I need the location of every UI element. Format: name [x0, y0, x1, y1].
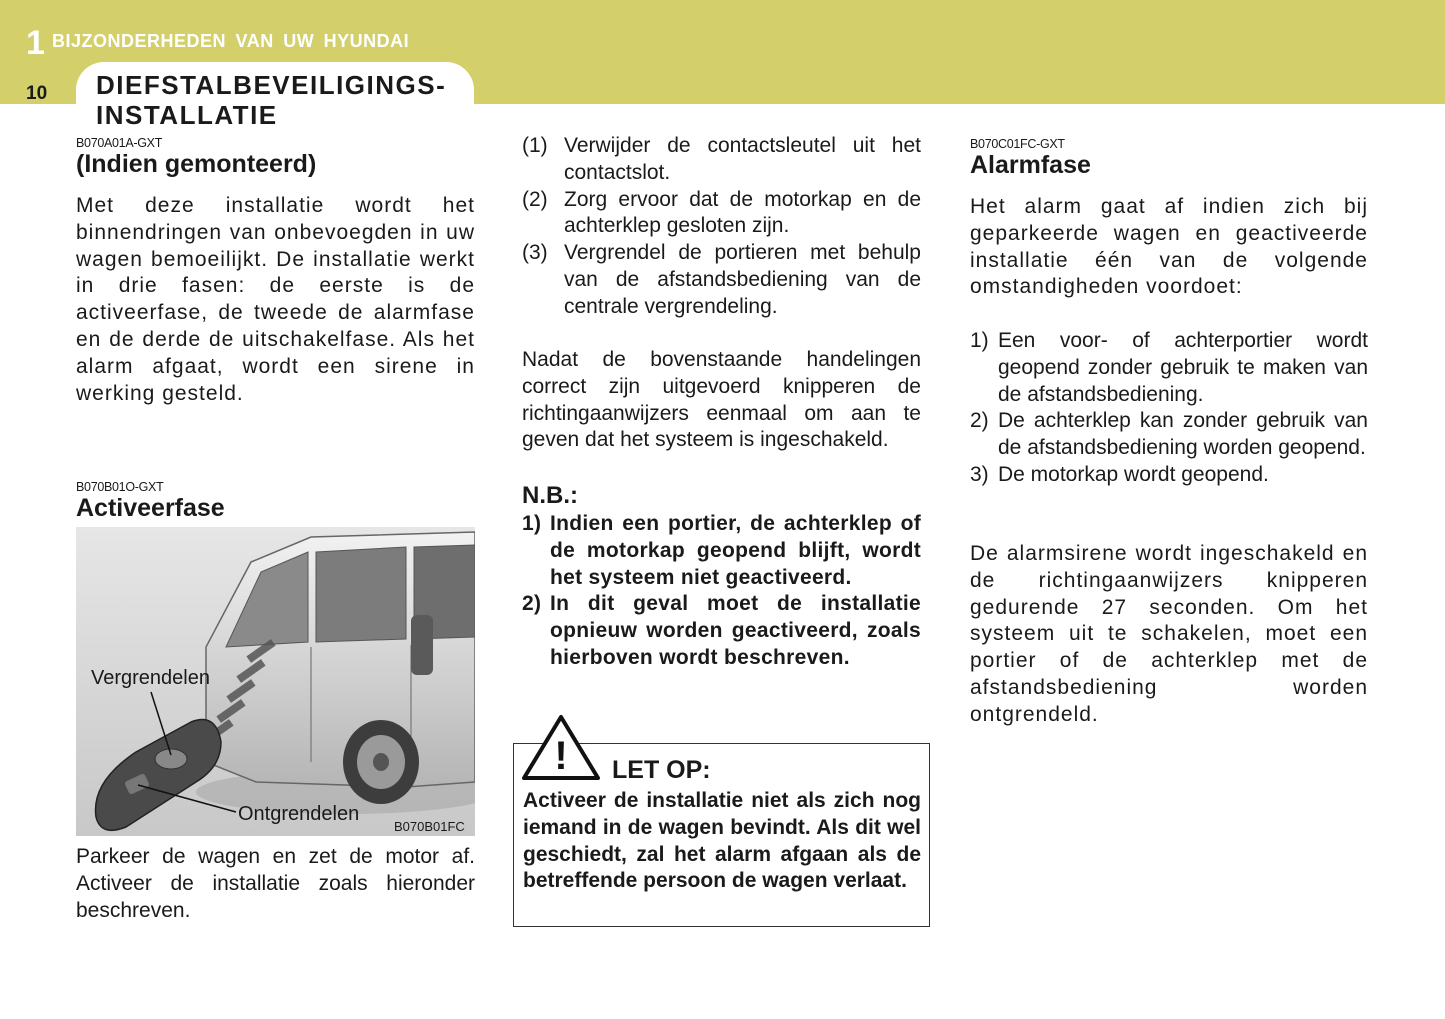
caution-text: Activeer de installatie niet als zich nog iemand in de wagen bevindt. Als dit wel geschiedt, zal het alarm afgaan als de betreffende persoon de wagen verlaat. — [523, 789, 921, 893]
ref-code: B070B01O-GXT — [76, 480, 164, 494]
section-title-line1: DIEFSTALBEVEILIGINGS- — [96, 70, 447, 100]
ref-code: B070A01A-GXT — [76, 136, 163, 150]
caution-title: LET OP: — [612, 756, 711, 784]
step-number: (1) — [522, 134, 548, 157]
list-item — [970, 408, 1368, 462]
list-item — [970, 462, 1368, 489]
condition-text: Een voor- of achterportier wordt geopend zonder gebruik te maken van de afstandsbediening. — [998, 329, 1368, 406]
condition-number: 3) — [970, 462, 989, 486]
list-item — [522, 591, 921, 671]
step-text: Zorg ervoor dat de motorkap en de achterklep gesloten zijn. — [564, 187, 921, 238]
note-title: N.B.: — [522, 482, 578, 509]
section-title-line2: INSTALLATIE — [96, 100, 278, 130]
note-number: 2) — [522, 592, 542, 616]
warning-triangle-icon — [521, 714, 601, 782]
list-item — [970, 328, 1368, 408]
note-text: Indien een portier, de achterklep of de motorkap geopend blijft, wordt het systeem niet geactiveerd. — [550, 512, 921, 589]
activation-steps-list — [522, 133, 921, 321]
condition-text: De motorkap wordt geopend. — [998, 462, 1269, 486]
condition-number: 1) — [970, 329, 989, 352]
warning-symbol: ! — [554, 734, 568, 778]
note-text: In dit geval moet de installatie opnieuw worden geactiveerd, zoals hierboven wordt beschreven. — [550, 592, 921, 669]
chapter-title: BIJZONDERHEDEN VAN UW HYUNDAI — [52, 31, 410, 51]
confirmation-paragraph: Nadat de bovenstaande handelingen correct zijn uitgevoerd knipperen de richtingaanwijzers eenmaal om aan te geven dat het systeem is ingeschakeld. — [522, 348, 921, 452]
siren-paragraph: De alarmsirene wordt ingeschakeld en de richtingaanwijzers knipperen gedurende 27 seconden. Om het systeem uit te schakelen, moet een portier of de achterklep met de afstandsbediening worden ontgrendeld. — [970, 542, 1368, 726]
figure-code: B070B01FC — [394, 819, 465, 834]
alarm-paragraph: Het alarm gaat af indien zich bij geparkeerde wagen en geactiveerde installatie één van de volgende omstandigheden voordoet: — [970, 195, 1368, 299]
ref-code: B070C01FC-GXT — [970, 137, 1065, 151]
subheading-alarm: Alarmfase — [970, 151, 1091, 179]
chapter-number: 1 — [26, 24, 45, 62]
list-item — [522, 133, 921, 187]
step-text: Verwijder de contactsleutel uit het contactslot. — [564, 134, 921, 184]
condition-text: De achterklep kan zonder gebruik van de afstandsbediening worden geopend. — [998, 409, 1368, 460]
section-title — [96, 70, 446, 130]
subheading-activation: Activeerfase — [76, 494, 225, 522]
page-number: 10 — [26, 83, 48, 104]
note-number: 1) — [522, 512, 542, 535]
figure-label-lock: Vergrendelen — [91, 667, 210, 689]
intro-paragraph: Met deze installatie wordt het binnendringen van onbevoegden in uw wagen bemoeilijkt. De installatie werkt in drie fasen: de eerste is de activeerfase, de tweede de alarmfase en de derde de uitschakelfase. Als het alarm afgaat, wordt een sirene in werking gesteld. — [76, 194, 475, 405]
subheading-installed: (Indien gemonteerd) — [76, 150, 317, 178]
step-text: Vergrendel de portieren met behulp van de afstandsbediening van de centrale vergrendeling. — [564, 241, 921, 318]
list-item — [522, 240, 921, 320]
condition-number: 2) — [970, 409, 989, 433]
list-item — [522, 511, 921, 591]
figure-label-unlock: Ontgrendelen — [238, 803, 360, 825]
step-number: (2) — [522, 187, 548, 211]
activation-paragraph: Parkeer de wagen en zet de motor af. Activeer de installatie zoals hieronder beschreven. — [76, 845, 475, 922]
car-remote-illustration — [76, 527, 475, 836]
alarm-conditions-list — [970, 328, 1368, 489]
list-item — [522, 187, 921, 241]
step-number: (3) — [522, 241, 548, 265]
note-list — [522, 511, 921, 672]
